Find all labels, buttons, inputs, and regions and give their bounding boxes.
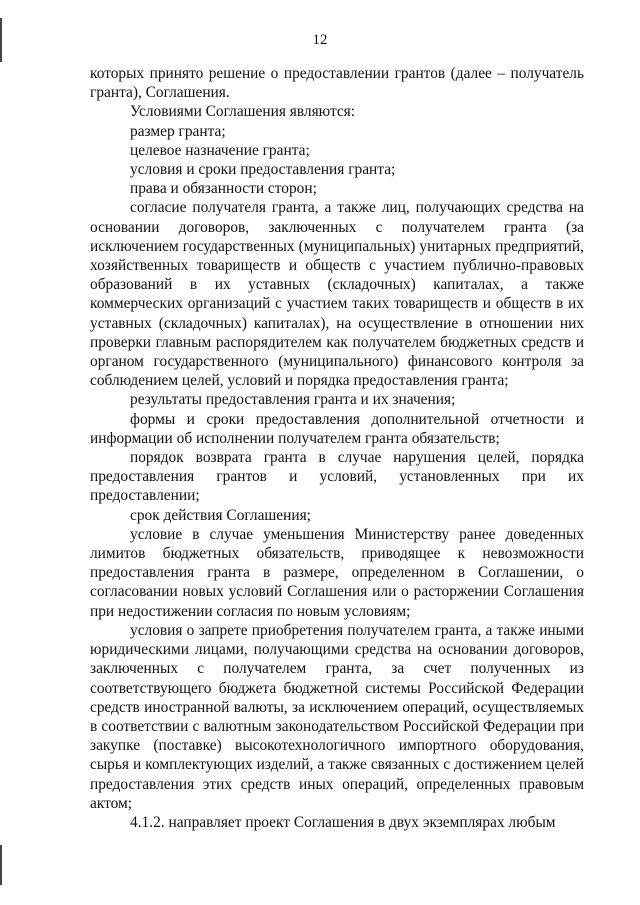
document-body [90, 64, 584, 832]
list-item: порядок возврата гранта в случае нарушения целей, порядка предоставления грантов и условий, установленных при их предоставлении; [90, 449, 584, 505]
list-item: целевое назначение гранта; [130, 141, 310, 159]
list-item: условия и сроки предоставления гранта; [130, 161, 396, 179]
clause-paragraph: 4.1.2. направляет проект Соглашения в двух экземплярах любым [130, 813, 556, 831]
paragraph: Условиями Соглашения являются: [130, 103, 356, 121]
list-item: согласие получателя гранта, а также лиц, получающих средства на основании договоров, заключенных с получателем гранта (за исключением государственных (муниципальных) унитарных предприятий, хозяйственных товариществ и обществ с участием публично-правовых образований в их уставных (складочных) капиталах, а также коммерческих организаций с участием таких товариществ и обществ в их уставных (складочных) капиталах), на осуществление в отношении них проверки главным распорядителем как получателем бюджетных средств и органом государственного (муниципального) финансового контроля за соблюдением целей, условий и порядка предоставления гранта; [90, 199, 584, 390]
list-item: размер гранта; [130, 122, 226, 140]
list-item: условия о запрете приобретения получателем гранта, а также иными юридическими лицами, получающими средства на основании договоров, заключенных с получателем гранта, за счет полученных из соответствующего бюджета бюджетной системы Российской Федерации средств иностранной валюты, за исключением операций, осуществляемых в соответствии с валютным законодательством Российской Федерации при закупке (поставке) высокотехнологичного импортного оборудования, сырья и комплектующих изделий, а также связанных с достижением целей предоставления этих средств иных операций, определенных правовым актом; [90, 621, 584, 812]
list-item: формы и сроки предоставления дополнительной отчетности и информации об исполнении получателем гранта обязательств; [90, 410, 584, 447]
list-item: результаты предоставления гранта и их значения; [130, 391, 456, 409]
list-item: условие в случае уменьшения Министерству ранее доведенных лимитов бюджетных обязательств, приводящее к невозможности предоставления гранта в размере, определенном в Соглашении, о согласовании новых условий Соглашения или о расторжении Соглашения при недостижении согласия по новым условиям; [90, 525, 584, 620]
paragraph: которых принято решение о предоставлении грантов (далее – получатель гранта), Соглашения. [90, 65, 584, 102]
page-edge-mark-bottom [0, 845, 2, 885]
list-item: права и обязанности сторон; [130, 180, 317, 198]
page-number: 12 [312, 32, 328, 48]
list-item: срок действия Соглашения; [130, 506, 311, 524]
